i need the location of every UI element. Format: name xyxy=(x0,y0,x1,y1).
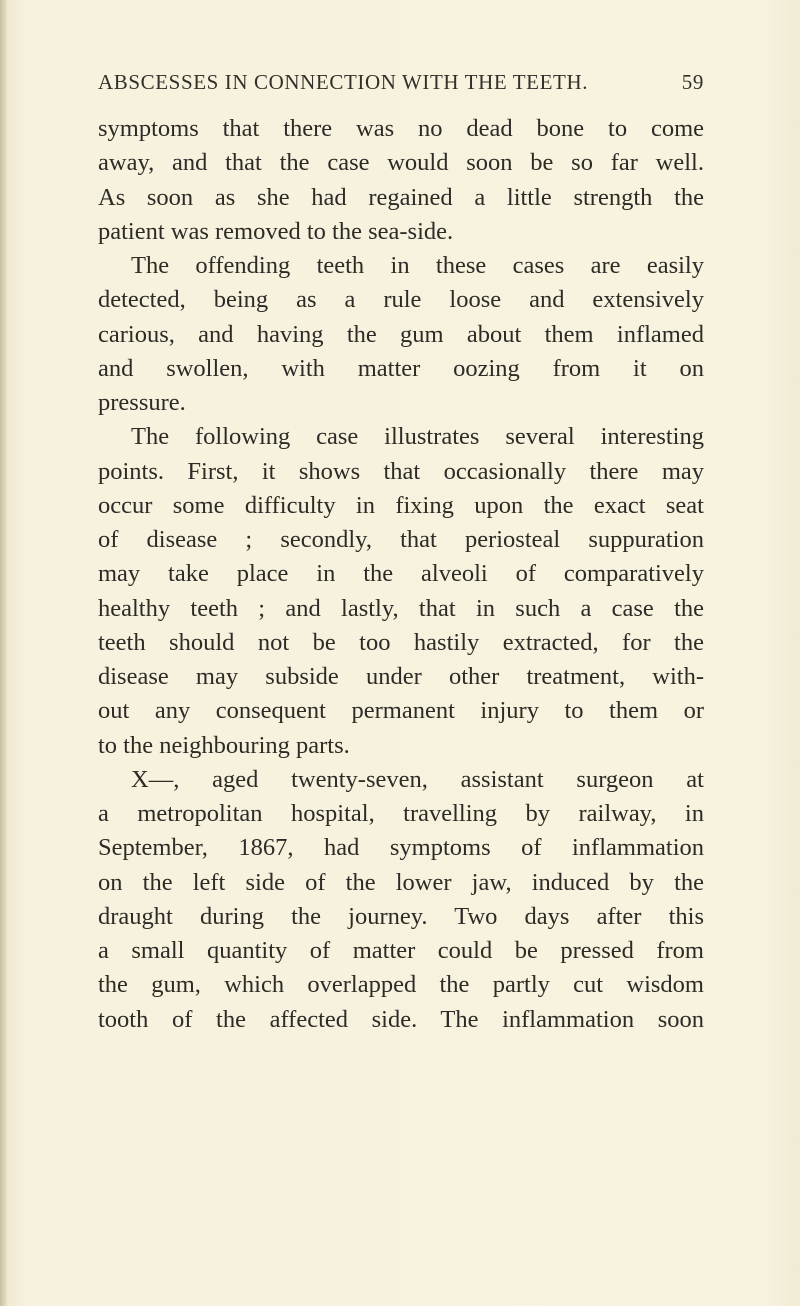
text-line: to the neighbouring parts. xyxy=(98,731,350,759)
text-line: symptoms that there was no dead bone to come xyxy=(98,115,704,142)
text-line: the gum, which overlapped the partly cut wisdom xyxy=(98,971,704,999)
text-line: tooth of the affected side. The inflammation soon xyxy=(98,1005,704,1033)
text-line: of disease ; secondly, that periosteal suppuration xyxy=(98,526,704,553)
text-line: points. First, it shows that occasionally there may xyxy=(98,457,704,485)
page-binding-edge xyxy=(0,0,7,1306)
text-line: draught during the journey. Two days after this xyxy=(98,902,704,930)
text-line: As soon as she had regained a little strength the xyxy=(98,183,704,211)
text-line: on the left side of the lower jaw, induced by the xyxy=(98,868,704,896)
text-line: healthy teeth ; and lastly, that in such a case the xyxy=(98,594,704,622)
text-line: X—, aged twenty-seven, assistant surgeon at xyxy=(131,765,704,793)
text-line: may take place in the alveoli of comparatively xyxy=(98,560,704,588)
text-line: out any consequent permanent injury to them or xyxy=(98,697,704,725)
text-line: away, and that the case would soon be so far well. xyxy=(98,149,704,177)
text-line: a small quantity of matter could be pressed from xyxy=(98,937,704,964)
text-line: pressure. xyxy=(98,389,186,416)
text-line: a metropolitan hospital, travelling by railway, in xyxy=(98,800,704,827)
text-line: The following case illustrates several interesting xyxy=(131,423,704,451)
text-line: The offending teeth in these cases are easily xyxy=(131,252,704,279)
text-line: occur some difficulty in fixing upon the exact seat xyxy=(98,491,704,519)
text-line: and swollen, with matter oozing from it on xyxy=(98,354,704,382)
running-head: ABSCESSES IN CONNECTION WITH THE TEETH. xyxy=(98,70,589,94)
text-line: patient was removed to the sea-side. xyxy=(98,217,454,245)
text-line: carious, and having the gum about them inflamed xyxy=(98,320,704,348)
body-text xyxy=(98,112,704,1037)
text-line: teeth should not be too hastily extracted, for the xyxy=(98,628,704,656)
text-line: disease may subside under other treatment, with- xyxy=(98,663,704,690)
page-number: 59 xyxy=(681,70,704,94)
text-line: September, 1867, had symptoms of inflammation xyxy=(98,834,704,862)
text-line: detected, being as a rule loose and extensively xyxy=(98,286,704,314)
